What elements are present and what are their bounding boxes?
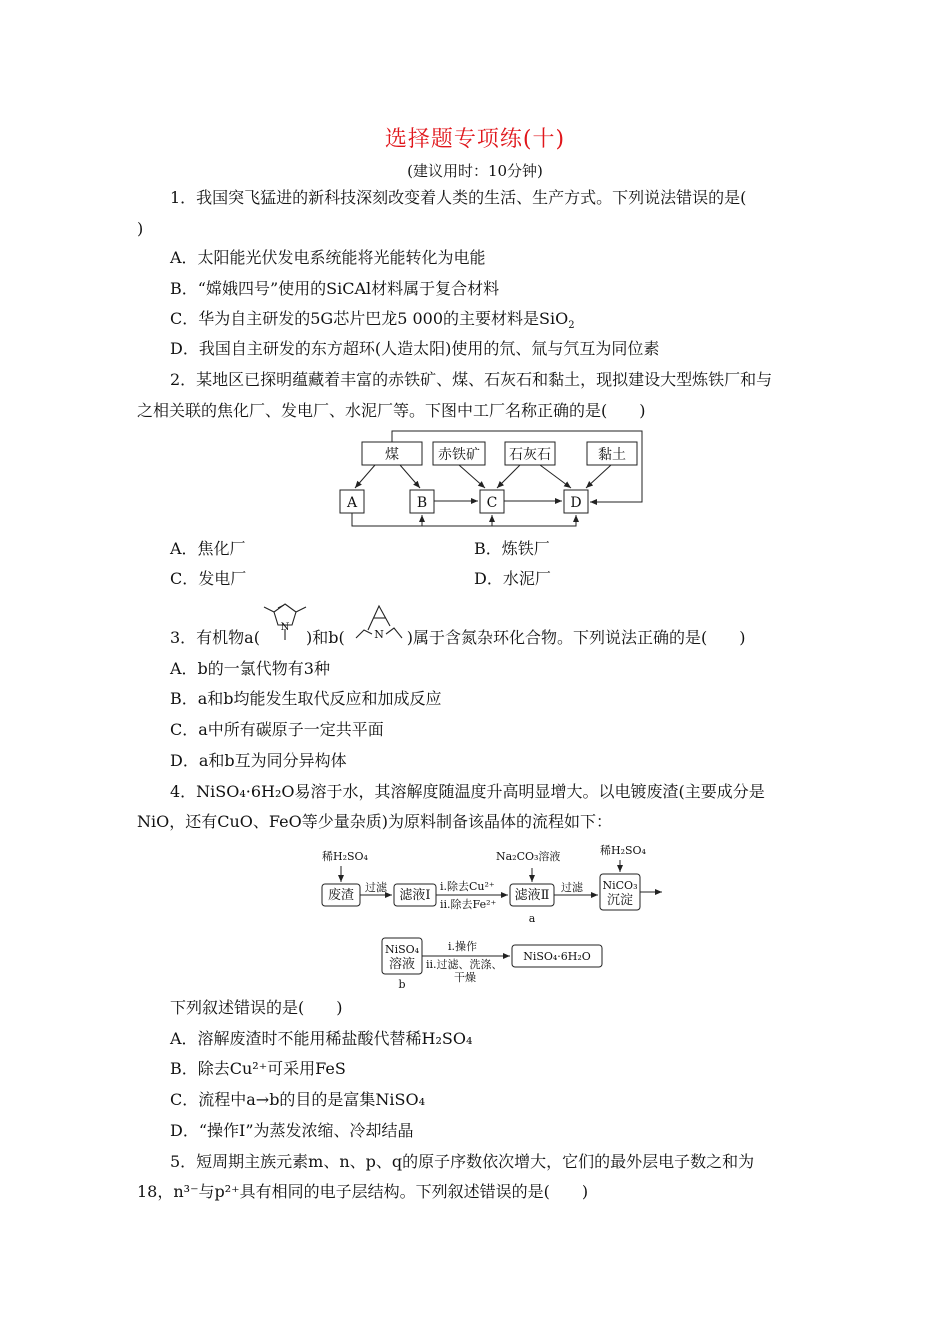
- q2-option-d: D．水泥厂: [474, 569, 551, 588]
- factory-diagram: [330, 428, 650, 538]
- q5-stem-line2: 18，n³⁻与p²⁺具有相同的电子层结构。下列叙述错误的是( ): [137, 1182, 589, 1201]
- flow-reagent-na2co3: Na₂CO₃溶液: [496, 850, 561, 863]
- flow-label-b: b: [398, 978, 406, 991]
- q1-stem-line1: 1．我国突飞猛进的新科技深刻改变着人类的生活、生产方式。下列说法错误的是(: [170, 188, 747, 207]
- diagram-box-d: D: [570, 495, 582, 511]
- diagram-box-limestone: 石灰石: [509, 447, 551, 463]
- q2-stem-line2: 之相关联的焦化厂、发电厂、水泥厂等。下图中工厂名称正确的是( ): [137, 401, 646, 420]
- flow-step-filter-1: 过滤: [365, 881, 387, 894]
- flow-box-product: NiSO₄·6H₂O: [523, 950, 591, 963]
- flow-step-remove-cu: ⅰ.除去Cu²⁺: [440, 880, 495, 893]
- flow-step-remove-fe: ⅱ.除去Fe²⁺: [440, 898, 497, 911]
- q4-stem-line2: NiO，还有CuO、FeO等少量杂质)为原料制备该晶体的流程如下：: [137, 812, 612, 831]
- bicyclic-nitrogen-label: N: [374, 628, 384, 641]
- flow-reagent-dilute-h2so4-2: 稀H₂SO₄: [600, 844, 646, 857]
- q2-option-b: B．炼铁厂: [474, 539, 550, 558]
- flow-label-a: a: [528, 912, 536, 925]
- pyrrole-structure-a: [260, 600, 310, 646]
- diagram-box-clay: 黏土: [598, 447, 626, 463]
- q1-option-c: C．华为自主研发的5G芯片巴龙5 000的主要材料是SiO$_2$: [170, 309, 575, 332]
- diagram-box-a: A: [346, 495, 358, 511]
- bicyclic-structure-b: [352, 602, 408, 648]
- diagram-box-b: B: [416, 495, 428, 511]
- page-title: 选择题专项练(十): [384, 127, 566, 152]
- nickel-sulfate-flowchart: [318, 842, 664, 996]
- flow-box-solution: 溶液: [388, 957, 416, 972]
- q2-option-a: A．焦化厂: [170, 539, 246, 558]
- q3-option-d: D．a和b互为同分异构体: [170, 751, 347, 770]
- flow-step-filter-wash: ⅱ.过滤、洗涤、: [426, 958, 503, 971]
- q1-option-a: A．太阳能光伏发电系统能将光能转化为电能: [170, 248, 486, 267]
- flow-box-precipitate: 沉淀: [606, 893, 634, 908]
- flow-box-niso4: NiSO₄: [384, 943, 420, 956]
- flow-step-dry: 干燥: [454, 971, 476, 984]
- q1-stem-line2: ): [137, 219, 144, 238]
- q1-option-d: D．我国自主研发的东方超环(人造太阳)使用的氘、氚与氕互为同位素: [170, 339, 660, 358]
- q4-option-c: C．流程中a→b的目的是富集NiSO₄: [170, 1090, 426, 1109]
- flow-box-filtrate-1: 滤液Ⅰ: [399, 888, 431, 903]
- diagram-box-c: C: [486, 495, 498, 511]
- q1-option-b: B．“嫦娥四号”使用的SiCAl材料属于复合材料: [170, 279, 500, 298]
- diagram-box-hematite: 赤铁矿: [438, 447, 480, 463]
- flow-reagent-dilute-h2so4-1: 稀H₂SO₄: [322, 850, 368, 863]
- q4-option-b: B．除去Cu²⁺可采用FeS: [170, 1059, 346, 1078]
- flow-box-nico3: NiCO₃: [602, 879, 638, 892]
- q2-option-c: C．发电厂: [170, 569, 247, 588]
- q3-stem: 3．有机物a( )和b( )属于含氮杂环化合物。下列说法正确的是( ): [170, 628, 746, 647]
- q3-option-a: A．b的一氯代物有3种: [170, 659, 330, 678]
- flow-box-waste-residue: 废渣: [327, 888, 355, 903]
- q2-stem-line1: 2．某地区已探明蕴藏着丰富的赤铁矿、煤、石灰石和黏土，现拟建设大型炼铁厂和与: [170, 370, 773, 389]
- page-subtitle: (建议用时：10分钟): [407, 162, 543, 180]
- pyrrole-nitrogen-label: N: [280, 622, 290, 633]
- q3-option-b: B．a和b均能发生取代反应和加成反应: [170, 689, 442, 708]
- flow-step-operation-1: ⅰ.操作: [448, 940, 478, 953]
- flow-step-filter-2: 过滤: [561, 881, 583, 894]
- q4-option-a: A．溶解废渣时不能用稀盐酸代替稀H₂SO₄: [170, 1029, 473, 1048]
- q4-stem-line1: 4．NiSO₄·6H₂O易溶于水，其溶解度随温度升高明显增大。以电镀废渣(主要成分是: [170, 782, 765, 801]
- q4-option-d: D．“操作Ⅰ”为蒸发浓缩、冷却结晶: [170, 1121, 414, 1140]
- q4-ask: 下列叙述错误的是( ): [170, 998, 343, 1017]
- q3-option-c: C．a中所有碳原子一定共平面: [170, 720, 384, 739]
- flow-box-filtrate-2: 滤液Ⅱ: [514, 888, 550, 903]
- diagram-box-coal: 煤: [385, 447, 399, 463]
- q5-stem-line1: 5．短周期主族元素m、n、p、q的原子序数依次增大，它们的最外层电子数之和为: [170, 1152, 755, 1171]
